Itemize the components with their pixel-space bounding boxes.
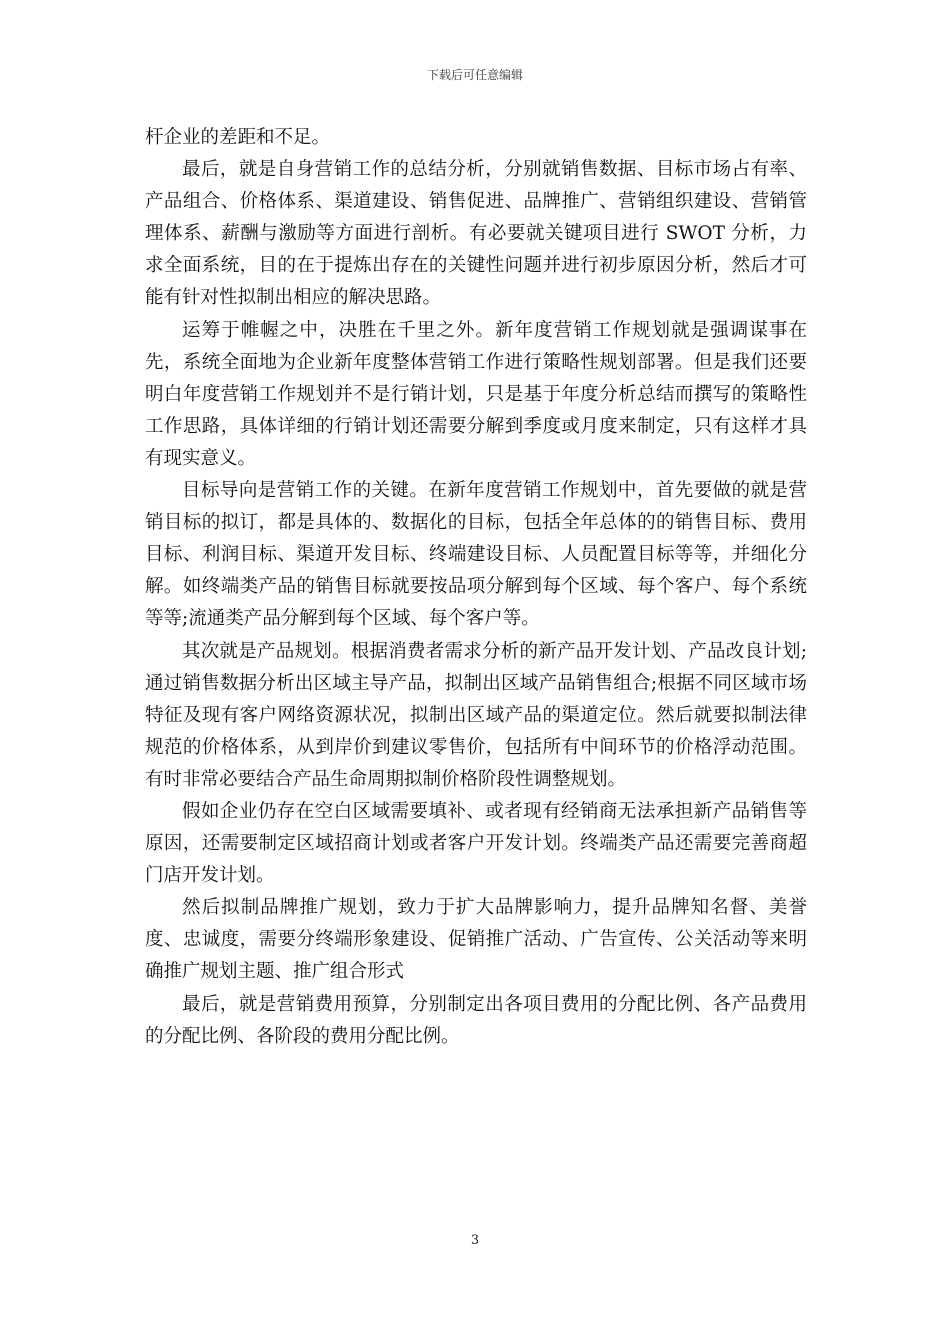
paragraph-continuation: 杆企业的差距和不足。 bbox=[145, 127, 331, 148]
paragraph-investment: 假如企业仍存在空白区域需要填补、或者现有经销商无法承担新产品销售等原因，还需要制定区域招商计划或者客户开发计划。终端类产品还需要完善商超门店开发计划。 bbox=[145, 800, 807, 887]
paragraph-self-analysis: 最后，就是自身营销工作的总结分析，分别就销售数据、目标市场占有率、产品组合、价格体系、渠道建设、销售促进、品牌推广、营销组织建设、营销管理体系、薪酬与激励等方面进行剖析。有必要就关键项目进行 SWOT 分析，力求全面系统，目的在于提炼出存在的关键性问题并进行初步原因分析，然后才可能有针对性拟制出相应的解决思路。 bbox=[145, 159, 807, 309]
paragraph-planning: 运筹于帷幄之中，决胜在千里之外。新年度营销工作规划就是强调谋事在先，系统全面地为企业新年度整体营销工作进行策略性规划部署。但是我们还要明白年度营销工作规划并不是行销计划，只是基于年度分析总结而撰写的策略性工作思路，具体详细的行销计划还需要分解到季度或月度来制定，只有这样才具有现实意义。 bbox=[145, 319, 807, 469]
paragraph-goals: 目标导向是营销工作的关键。在新年度营销工作规划中，首先要做的就是营销目标的拟订，都是具体的、数据化的目标，包括全年总体的的销售目标、费用目标、利润目标、渠道开发目标、终端建设目标、人员配置目标等等，并细化分解。如终端类产品的销售目标就要按品项分解到每个区域、每个客户、每个系统等等;流通类产品分解到每个区域、每个客户等。 bbox=[145, 480, 807, 630]
paragraph-product-planning: 其次就是产品规划。根据消费者需求分析的新产品开发计划、产品改良计划;通过销售数据分析出区域主导产品，拟制出区域产品销售组合;根据不同区域市场特征及现有客户网络资源状况，拟制出区域产品的渠道定位。然后就要拟制法律规范的价格体系，从到岸价到建议零售价，包括所有中间环节的价格浮动范围。有时非常必要结合产品生命周期拟制价格阶段性调整规划。 bbox=[145, 640, 807, 790]
page-number: 3 bbox=[470, 1233, 480, 1248]
document-body bbox=[145, 122, 807, 1053]
page-header: 下载后可任意编辑 bbox=[426, 68, 523, 82]
paragraph-brand-promotion: 然后拟制品牌推广规划，致力于扩大品牌影响力，提升品牌知名督、美誉度、忠诚度，需要分终端形象建设、促销推广活动、广告宣传、公关活动等来明确推广规划主题、推广组合形式 bbox=[145, 897, 807, 983]
paragraph-budget: 最后，就是营销费用预算，分别制定出各项目费用的分配比例、各产品费用的分配比例、各阶段的费用分配比例。 bbox=[145, 993, 807, 1047]
